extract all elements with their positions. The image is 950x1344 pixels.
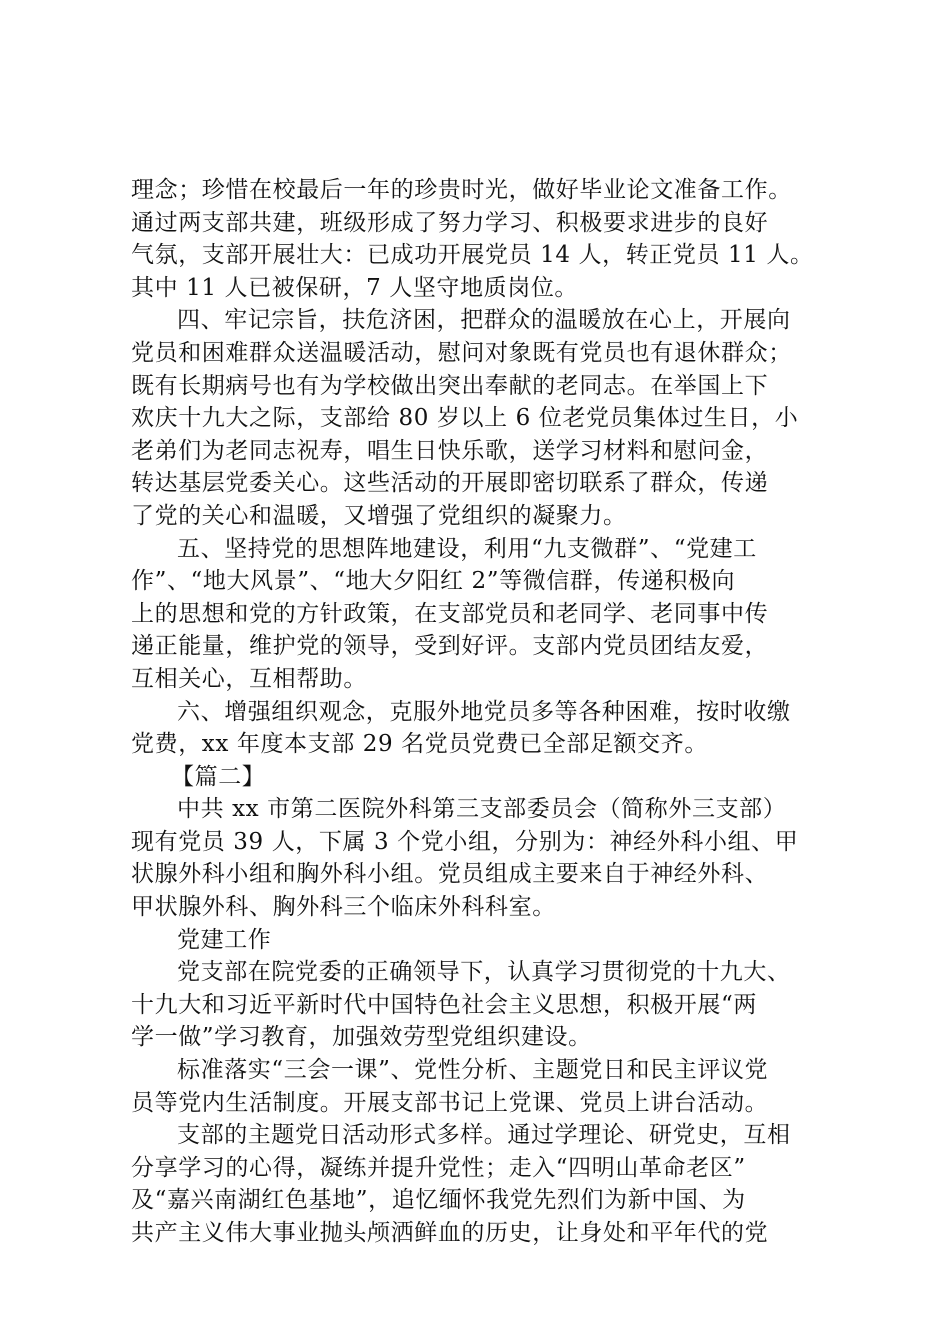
text-line: 气氛，支部开展壮大：已成功开展党员 14 人，转正党员 11 人。 — [131, 242, 814, 269]
text-line: 通过两支部共建，班级形成了努力学习、积极要求进步的良好 — [131, 209, 769, 236]
text-line: 党费，xx 年度本支部 29 名党员党费已全部足额交齐。 — [131, 731, 708, 758]
paragraph-start-line: 标准落实“三会一课”、党性分析、主题党日和民主评议党 — [177, 1057, 769, 1084]
text-line: 分享学习的心得，凝练并提升党性；走入“四明山革命老区” — [131, 1154, 746, 1181]
text-line: 十九大和习近平新时代中国特色社会主义思想，积极开展“两 — [131, 991, 757, 1018]
text-line: 现有党员 39 人，下属 3 个党小组，分别为：神经外科小组、甲 — [131, 828, 799, 855]
text-line: 转达基层党委关心。这些活动的开展即密切联系了群众，传递 — [131, 470, 769, 497]
paragraph-start-line: 四、牢记宗旨，扶危济困，把群众的温暖放在心上，开展向 — [177, 307, 791, 334]
paragraph-start-line: 中共 xx 市第二医院外科第三支部委员会（简称外三支部） — [177, 796, 787, 823]
text-line: 及“嘉兴南湖红色基地”，追忆缅怀我党先烈们为新中国、为 — [131, 1187, 746, 1214]
text-line: 既有长期病号也有为学校做出突出奉献的老同志。在举国上下 — [131, 372, 769, 399]
text-line: 理念；珍惜在校最后一年的珍贵时光，做好毕业论文准备工作。 — [131, 177, 792, 203]
text-line: 学一做”学习教育，加强效劳型党组织建设。 — [131, 1024, 592, 1051]
text-line: 党员和困难群众送温暖活动，慰问对象既有党员也有退休群众； — [131, 339, 792, 366]
paragraph-start-line: 六、增强组织观念，克服外地党员多等各种困难，按时收缴 — [177, 698, 791, 725]
text-line: 甲状腺外科、胸外科三个临床外科科室。 — [131, 894, 556, 921]
section-heading: 【篇二】 — [171, 763, 266, 790]
paragraph-start-line: 党支部在院党委的正确领导下，认真学习贯彻党的十九大、 — [177, 959, 791, 986]
text-line: 作”、“地大风景”、“地大夕阳红 2”等微信群，传递积极向 — [131, 568, 736, 595]
text-line: 了党的关心和温暖，又增强了党组织的凝聚力。 — [131, 502, 627, 529]
text-line: 互相关心，互相帮助。 — [131, 665, 367, 692]
subsection-heading: 党建工作 — [177, 926, 272, 953]
paragraph-start-line: 五、坚持党的思想阵地建设，利用“九支微群”、“党建工 — [177, 535, 757, 562]
paragraph-start-line: 支部的主题党日活动形式多样。通过学理论、研党史，互相 — [177, 1122, 791, 1149]
text-line: 上的思想和党的方针政策，在支部党员和老同学、老同事中传 — [131, 600, 769, 627]
document-body — [131, 174, 831, 1250]
text-line: 欢庆十九大之际，支部给 80 岁以上 6 位老党员集体过生日，小 — [131, 405, 799, 432]
text-line: 老弟们为老同志祝寿，唱生日快乐歌，送学习材料和慰问金， — [131, 437, 769, 464]
text-line: 状腺外科小组和胸外科小组。党员组成主要来自于神经外科、 — [131, 861, 769, 888]
text-line: 递正能量，维护党的领导，受到好评。支部内党员团结友爱， — [131, 633, 769, 660]
text-line: 其中 11 人已被保研，7 人坚守地质岗位。 — [131, 274, 579, 301]
text-line: 共产主义伟大事业抛头颅洒鲜血的历史，让身处和平年代的党 — [131, 1220, 769, 1246]
text-line: 员等党内生活制度。开展支部书记上党课、党员上讲台活动。 — [131, 1089, 769, 1116]
